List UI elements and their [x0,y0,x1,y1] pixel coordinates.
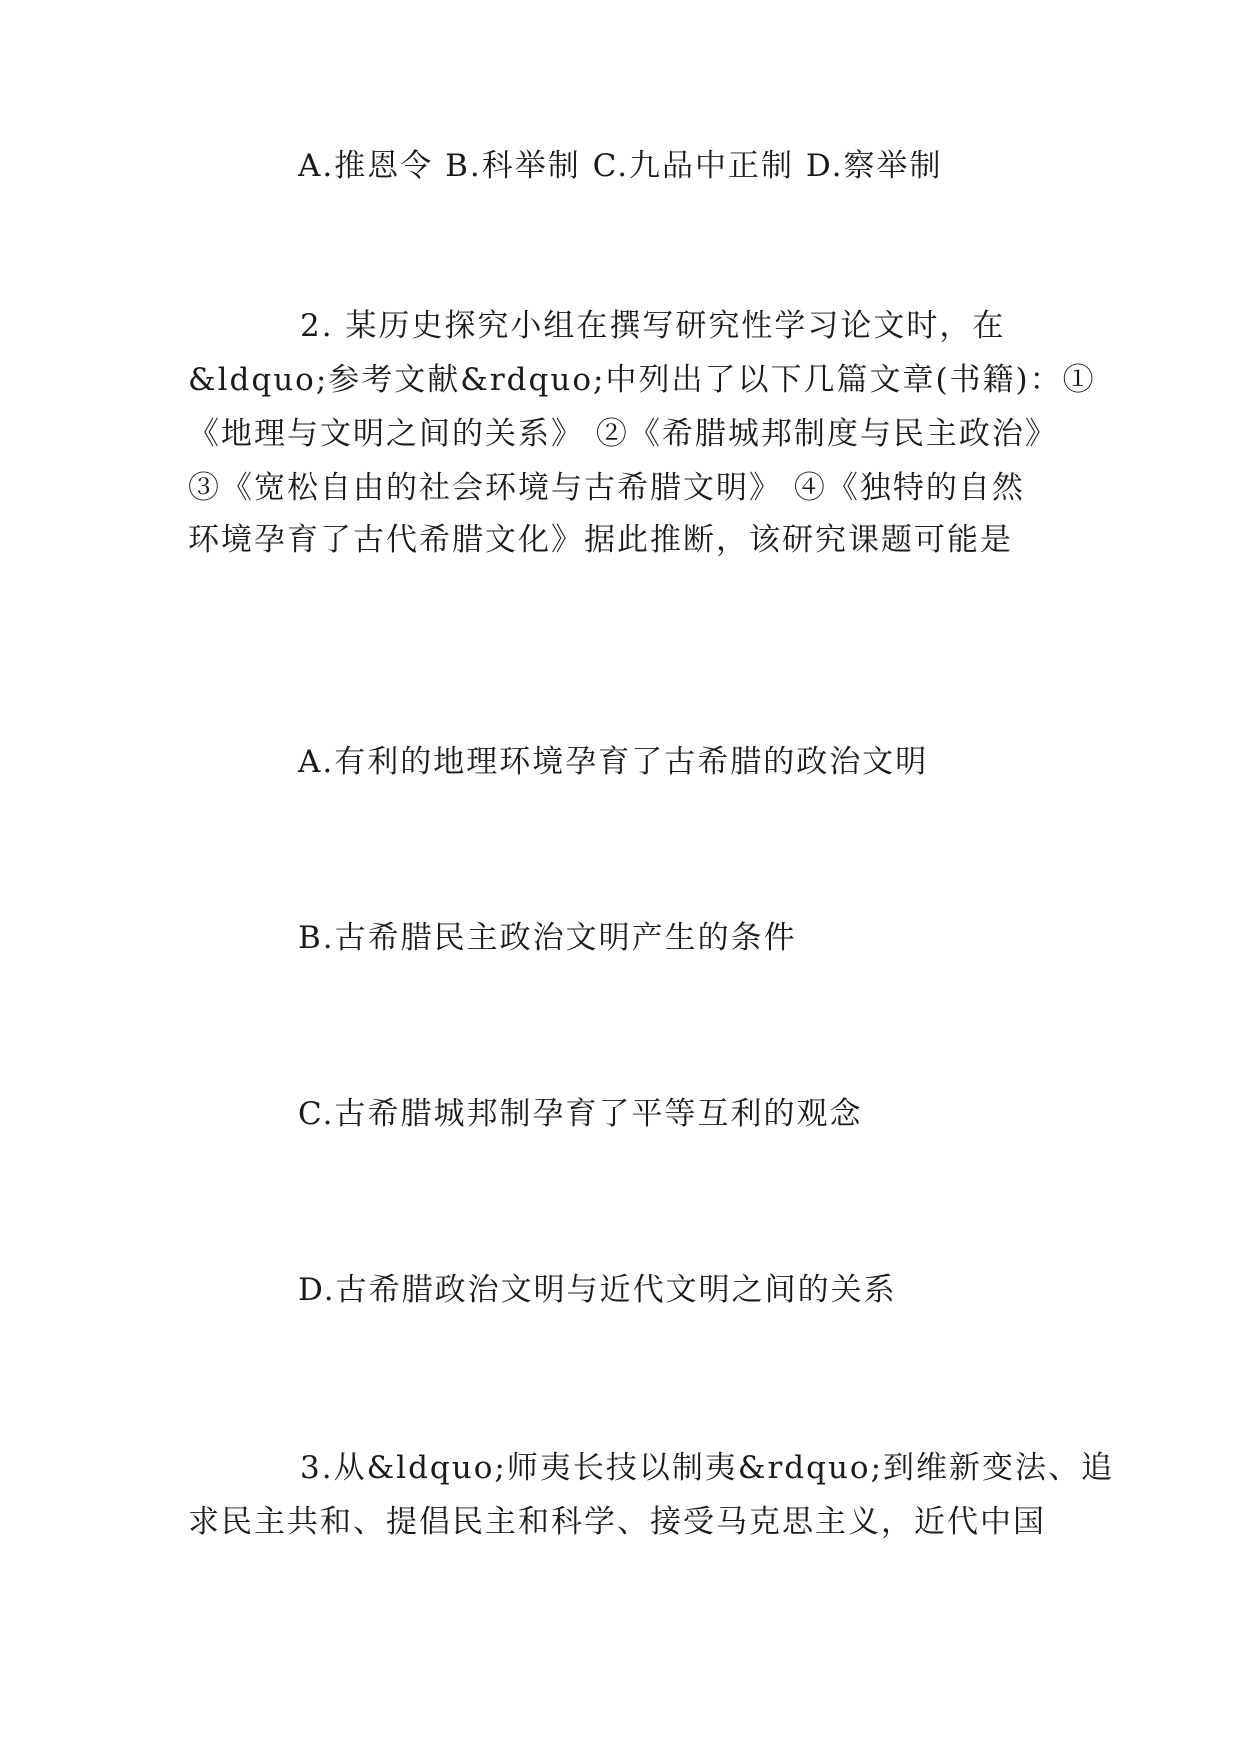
q2-stem-line-4: ③《宽松自由的社会环境与古希腊文明》 ④《独特的自然 [188,470,1025,506]
q2-option-b: B.古希腊民主政治文明产生的条件 [298,920,797,956]
q2-option-a: A.有利的地理环境孕育了古希腊的政治文明 [298,744,929,780]
q2-stem-line-3: 《地理与文明之间的关系》 ②《希腊城邦制度与民主政治》 [188,416,1058,452]
q3-stem-line-2: 求民主共和、提倡民主和科学、接受马克思主义，近代中国 [188,1504,1046,1540]
q1-options: A.推恩令 B.科举制 C.九品中正制 D.察举制 [298,148,943,184]
q2-option-d: D.古希腊政治文明与近代文明之间的关系 [298,1272,897,1308]
q2-stem-line-2: &ldquo;参考文献&rdquo;中列出了以下几篇文章(书籍)：① [188,362,1096,398]
q2-stem-line-5: 环境孕育了古代希腊文化》据此推断，该研究课题可能是 [188,522,1013,558]
q3-stem-line-1: 3.从&ldquo;师夷长技以制夷&rdquo;到维新变法、追 [300,1450,1115,1486]
q2-option-c: C.古希腊城邦制孕育了平等互利的观念 [298,1096,863,1132]
q2-stem-line-1: 2. 某历史探究小组在撰写研究性学习论文时，在 [300,308,1006,344]
